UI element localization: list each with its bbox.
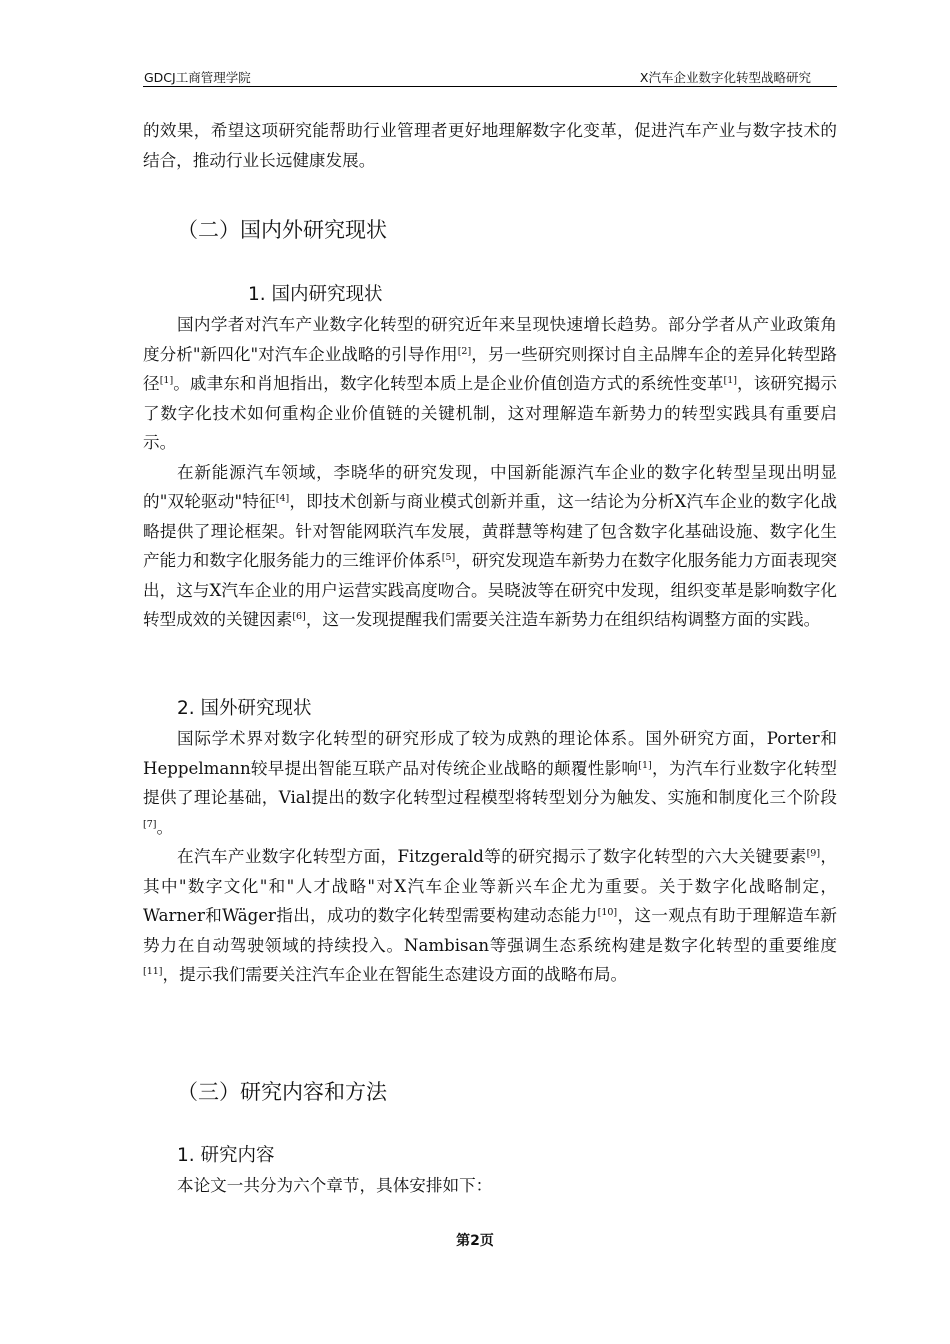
section-2-2-heading: 2. 国外研究现状 bbox=[177, 698, 312, 719]
paragraph: 国际学术界对数字化转型的研究形成了较为成熟的理论体系。国外研究方面，Porter和Heppelmann较早提出智能互联产品对传统企业战略的颠覆性影响[1]，为汽车行业数字化转型提供了理论基础，Vial提出的数字化转型过程模型将转型划分为触发、实施和制度化三个阶段[7]。 bbox=[143, 729, 838, 837]
section-2-1-heading: 1. 国内研究现状 bbox=[248, 284, 383, 305]
citation: [1] bbox=[159, 375, 174, 386]
section-3-1-body bbox=[143, 1171, 837, 1201]
citation: [11] bbox=[143, 966, 163, 977]
citation: [4] bbox=[275, 493, 290, 504]
section-3-1-heading: 1. 研究内容 bbox=[177, 1145, 275, 1166]
paragraph: 在新能源汽车领域，李晓华的研究发现，中国新能源汽车企业的数字化转型呈现出明显的"双轮驱动"特征[4]，即技术创新与商业模式创新并重，这一结论为分析X汽车企业的数字化战略提供了理论框架。针对智能网联汽车发展，黄群慧等构建了包含数字化基础设施、数字化生产能力和数字化服务能力的三维评价体系[5]，研究发现造车新势力在数字化服务能力方面表现突出，这与X汽车企业的用户运营实践高度吻合。吴晓波等在研究中发现，组织变革是影响数字化转型成效的关键因素[6]，这一发现提醒我们需要关注造车新势力在组织结构调整方面的实践。 bbox=[143, 462, 838, 629]
citation: [9] bbox=[806, 848, 821, 859]
section-2-2-body bbox=[143, 724, 837, 990]
page-header bbox=[143, 66, 837, 87]
page-number: 第2页 bbox=[456, 1233, 494, 1249]
citation: [10] bbox=[597, 907, 618, 918]
citation: [1] bbox=[723, 375, 737, 386]
citation: [2] bbox=[457, 345, 472, 357]
paragraph: 在汽车产业数字化转型方面，Fitzgerald等的研究揭示了数字化转型的六大关键要素[9]，其中"数字文化"和"人才战略"对X汽车企业等新兴车企尤为重要。关于数字化战略制定，Warner和Wäger指出，成功的数字化转型需要构建动态能力[10]，这一观点有助于理解造车新势力在自动驾驶领域的持续投入。Nambisan等强调生态系统构建是数字化转型的重要维度[11]，提示我们需要关注汽车企业在智能生态建设方面的战略布局。 bbox=[143, 847, 837, 984]
header-school: GDCJ工商管理学院 bbox=[144, 70, 251, 85]
paragraph: 本论文一共分为六个章节，具体安排如下： bbox=[177, 1176, 493, 1195]
section-2-1-body bbox=[143, 310, 837, 635]
citation: [6] bbox=[292, 611, 306, 622]
citation: [5] bbox=[441, 552, 456, 563]
section-3-heading: （三）研究内容和方法 bbox=[177, 1080, 387, 1104]
citation: [7] bbox=[143, 818, 157, 830]
paragraph: 国内学者对汽车产业数字化转型的研究近年来呈现快速增长趋势。部分学者从产业政策角度分析"新四化"对汽车企业战略的引导作用[2]，另一些研究则探讨自主品牌车企的差异化转型路径[1]。戚聿东和肖旭指出，数字化转型本质上是企业价值创造方式的系统性变革[1]，该研究揭示了数字化技术如何重构企业价值链的关键机制，这对理解造车新势力的转型实践具有重要启示。 bbox=[143, 315, 838, 452]
intro-paragraph-tail: 的效果，希望这项研究能帮助行业管理者更好地理解数字化变革，促进汽车产业与数字技术的结合，推动行业长远健康发展。 bbox=[143, 121, 837, 170]
citation: [1] bbox=[638, 759, 652, 771]
section-2-heading: （二）国内外研究现状 bbox=[177, 218, 387, 242]
header-thesis-title: X汽车企业数字化转型战略研究 bbox=[639, 70, 811, 85]
